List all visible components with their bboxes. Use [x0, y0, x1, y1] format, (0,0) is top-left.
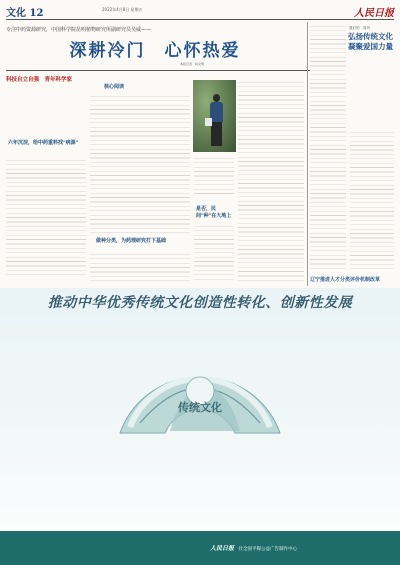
headline-rule: [6, 70, 336, 71]
right-body-col-2: [350, 130, 394, 270]
header-rule: [6, 19, 394, 20]
article-headline: 深耕冷门 心怀热爱: [69, 41, 241, 61]
lead-title: 核心阅读: [104, 84, 125, 90]
right-kicker: 我们的 周刊: [349, 26, 370, 30]
sample-bag: [205, 118, 212, 126]
section-label: 文化 12: [6, 8, 44, 19]
scientist-photo: [193, 80, 236, 152]
ad-footer-band: [0, 531, 400, 565]
ad-footer-text: 社全国平媒公益广告制作中心: [238, 547, 297, 552]
column-label: 科技自立自强 青年科学家: [6, 77, 73, 83]
body-col-4: [238, 80, 304, 282]
right-body-col-1: [310, 24, 346, 269]
body-col-2b: [90, 252, 190, 282]
person-legs: [211, 122, 222, 146]
body-col-3a: [194, 156, 234, 196]
ad-footer: [210, 543, 297, 552]
body-col-1a: [6, 94, 86, 139]
article-byline: 本报记者 杨文明: [180, 62, 205, 66]
fan-illustration: [110, 323, 290, 443]
ad-slogan: 推动中华优秀传统文化创造性转化、创新性发展: [47, 295, 353, 311]
issue-date: 2022年4月8日 星期五: [102, 7, 143, 12]
article-kicker: 专注中药资源研究，中国科学院昆明植物研究所副研究员吴威——: [6, 27, 152, 33]
body-col-3b: [194, 224, 234, 282]
body-col-1b: [6, 158, 86, 276]
subhead-1: 六年沉淀，给中药重料找"病源": [8, 140, 79, 146]
subhead-3: 是否，民间"种"在大地上: [196, 206, 232, 219]
ad-footer-brand: 人民日报: [210, 545, 235, 552]
subhead-2: 做种分类，为药理研究打下基础: [96, 238, 167, 244]
fan-text: 传统文化: [178, 401, 222, 414]
body-col-2: [90, 94, 190, 234]
newspaper-logo: 人民日报: [354, 8, 394, 19]
right-headline: 弘扬传统文化 凝聚爱国力量: [348, 32, 400, 51]
public-service-ad: [0, 288, 400, 565]
column-divider: [307, 22, 308, 286]
editorial-body: [310, 284, 394, 285]
editorial-title: 辽宁推进人才分类评价机制改革: [310, 277, 381, 283]
page-header: [6, 4, 394, 18]
person-head: [213, 94, 220, 102]
